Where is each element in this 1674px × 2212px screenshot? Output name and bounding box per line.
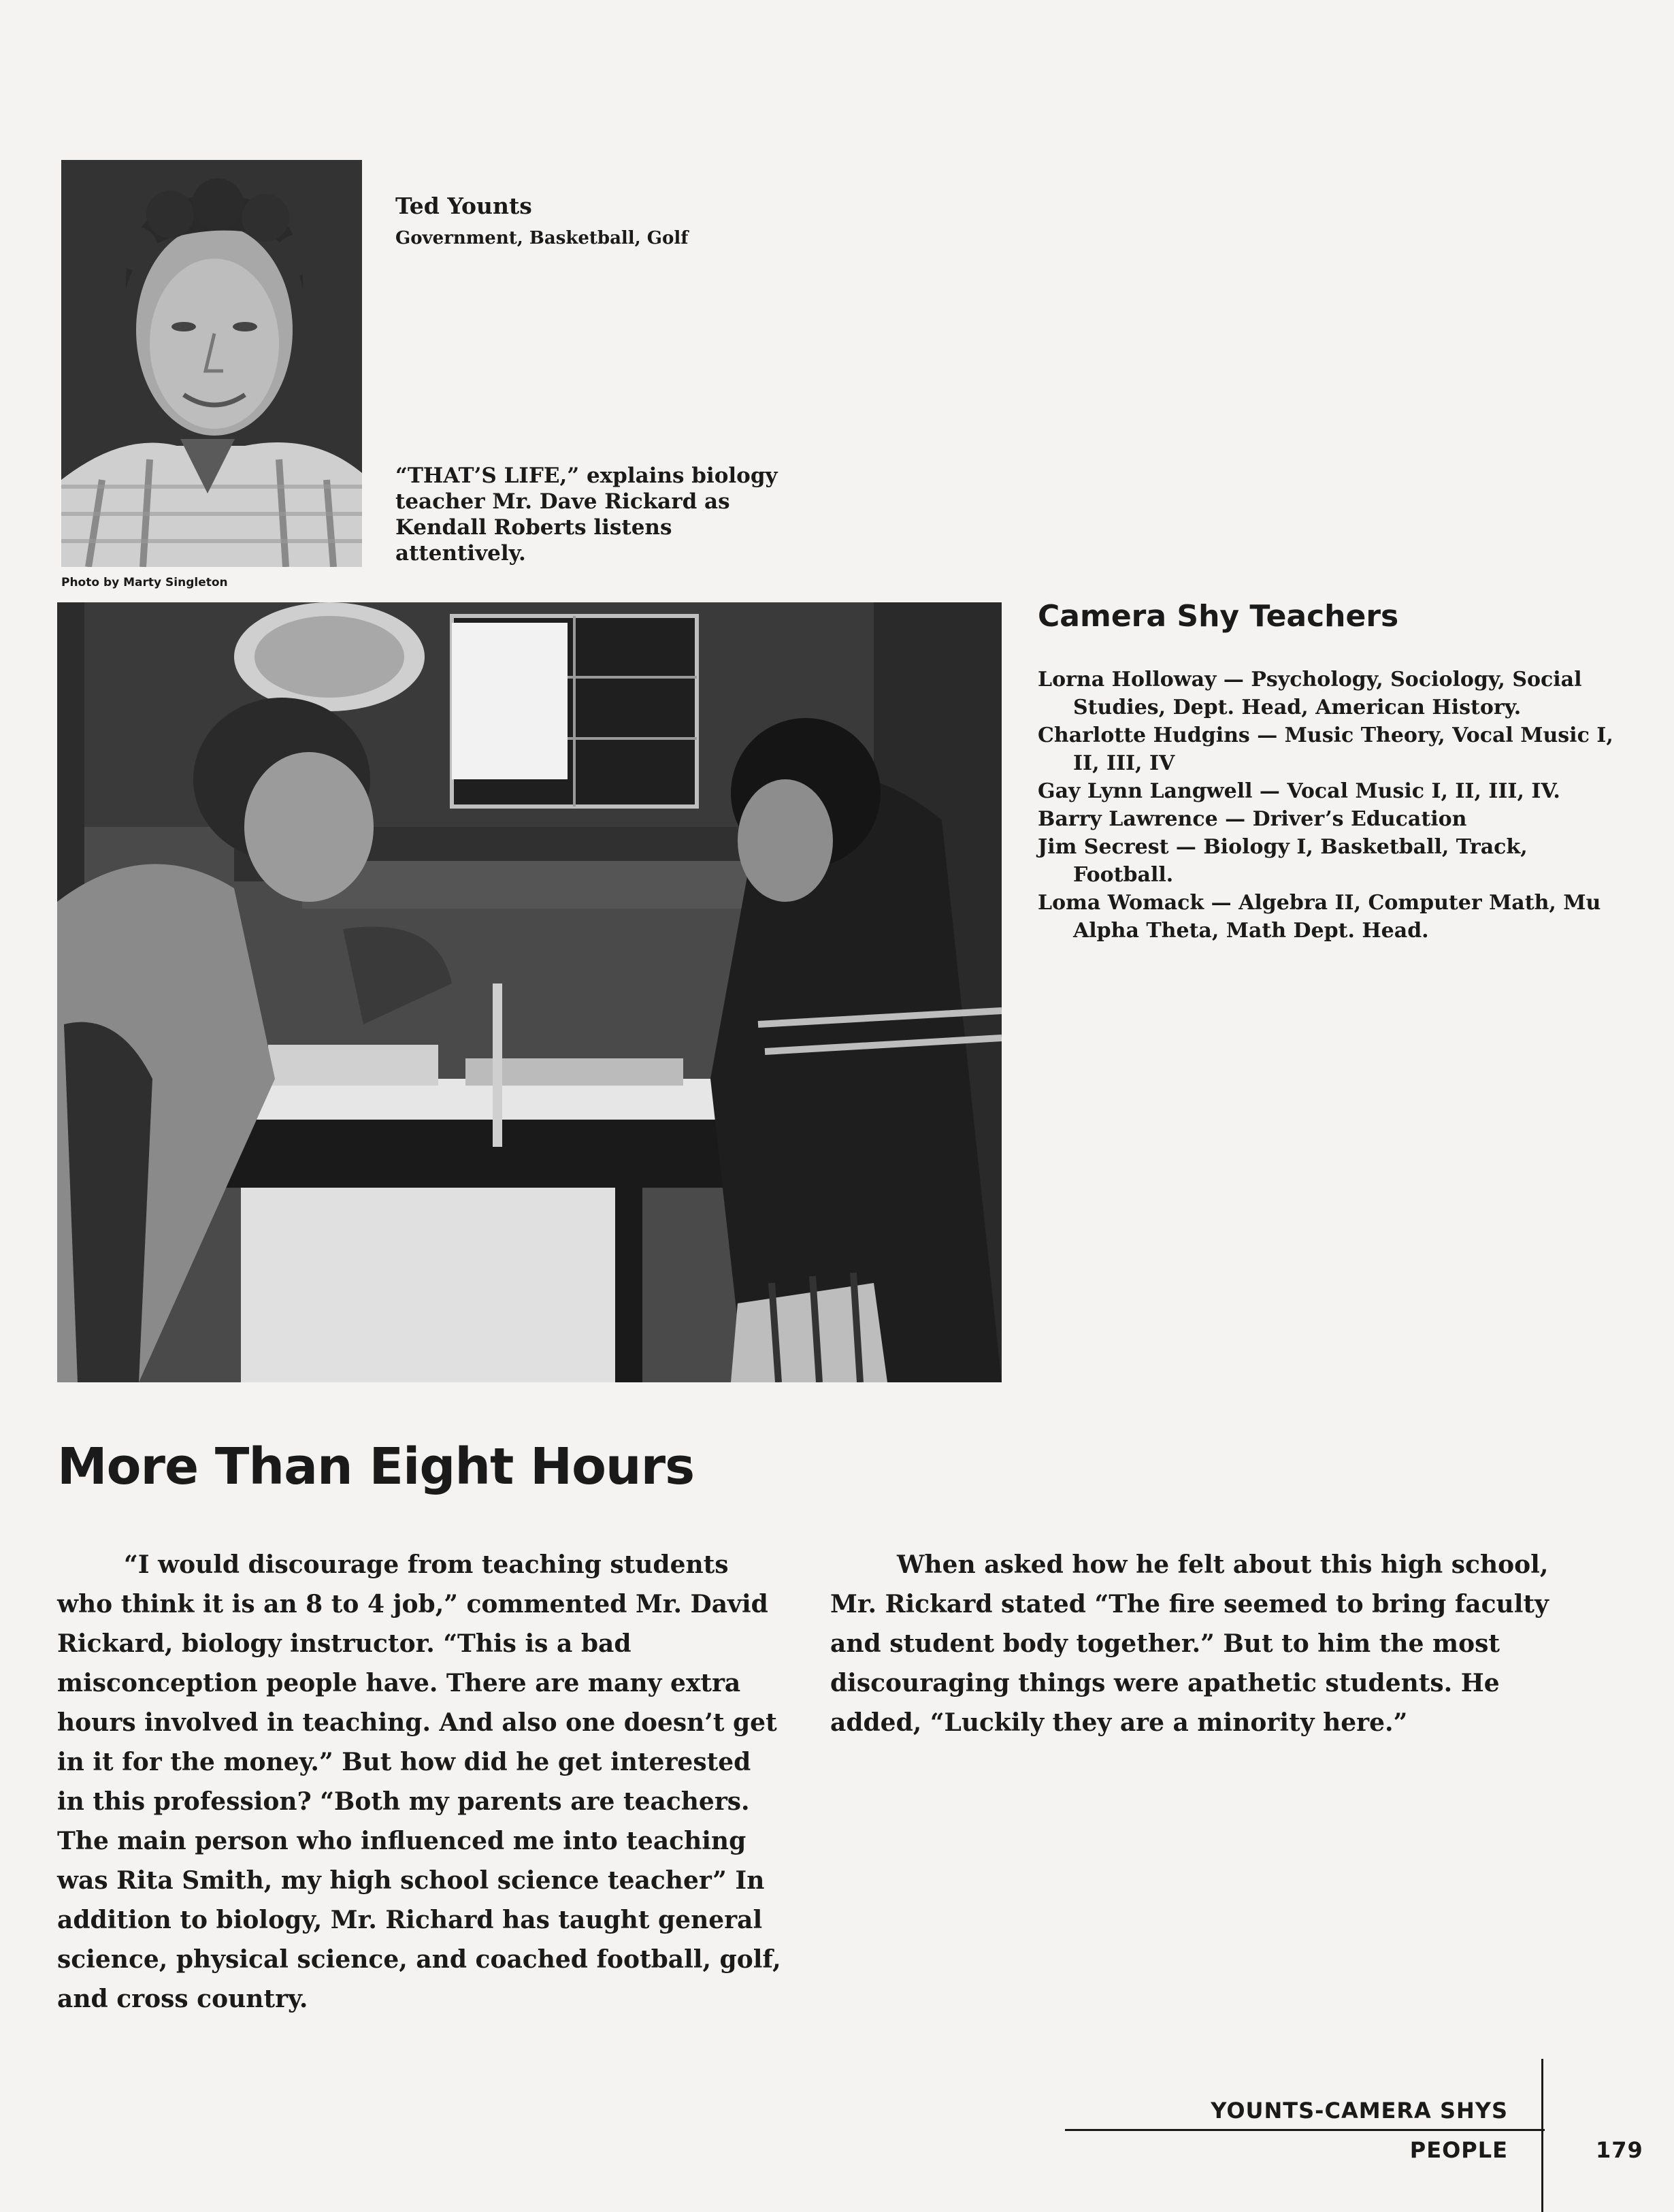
camera-shy-entry: Loma Womack — Algebra II, Computer Math, Mu Alpha Theta, Math Dept. Head.: [1038, 891, 1601, 943]
article-paragraph: “I would discourage from teaching students who think it is an 8 to 4 job,” commented Mr. David Rickard, biology instructor. “This is a bad misconception people have. There are many extra hours involved in teaching. And also one doesn’t get in it for the money.” But how did he get interested in this profession? “Both my parents are teachers. The main person who influenced me into teaching was Rita Smith, my high school science teacher” In addition to biology, Mr. Richard has taught general science, physical science, and coached football, golf, and cross country.: [57, 1550, 781, 2013]
footer-section-label: YOUNTS-CAMERA SHYS: [1211, 2098, 1508, 2124]
classroom-photo: [57, 602, 1002, 1382]
teacher-name: Ted Younts: [395, 193, 532, 219]
footer-category: PEOPLE: [1409, 2137, 1508, 2163]
photo-caption: “THAT’S LIFE,” explains biology teacher Mr. Dave Rickard as Kendall Roberts listens attentively.: [395, 463, 778, 566]
camera-shy-entry: Barry Lawrence — Driver’s Education: [1038, 807, 1467, 831]
camera-shy-entry: Charlotte Hudgins — Music Theory, Vocal Music I, II, III, IV: [1038, 723, 1613, 775]
camera-shy-entry: Jim Secrest — Biology I, Basketball, Track, Football.: [1038, 835, 1528, 887]
teacher-subjects: Government, Basketball, Golf: [395, 228, 689, 248]
article-column-left: [57, 1545, 785, 2019]
article-paragraph: When asked how he felt about this high school, Mr. Rickard stated “The fire seemed to bring faculty and student body together.” But to him the most discouraging things were apathetic students. He added, “Luckily they are a minority here.”: [830, 1550, 1549, 1737]
footer-rule-vertical: [1541, 2059, 1543, 2212]
photo-credit: Photo by Marty Singleton: [61, 576, 228, 589]
article-column-right: [830, 1545, 1579, 1742]
camera-shy-entry: Gay Lynn Langwell — Vocal Music I, II, III, IV.: [1038, 779, 1560, 803]
camera-shy-entry: Lorna Holloway — Psychology, Sociology, Social Studies, Dept. Head, American History.: [1038, 668, 1582, 719]
page-number: 179: [1596, 2137, 1643, 2163]
footer-rule-top: [1065, 2129, 1545, 2131]
article-headline: More Than Eight Hours: [57, 1437, 695, 1496]
camera-shy-title: Camera Shy Teachers: [1038, 599, 1399, 634]
portrait-photo: [61, 160, 362, 567]
camera-shy-list: [1038, 666, 1630, 945]
